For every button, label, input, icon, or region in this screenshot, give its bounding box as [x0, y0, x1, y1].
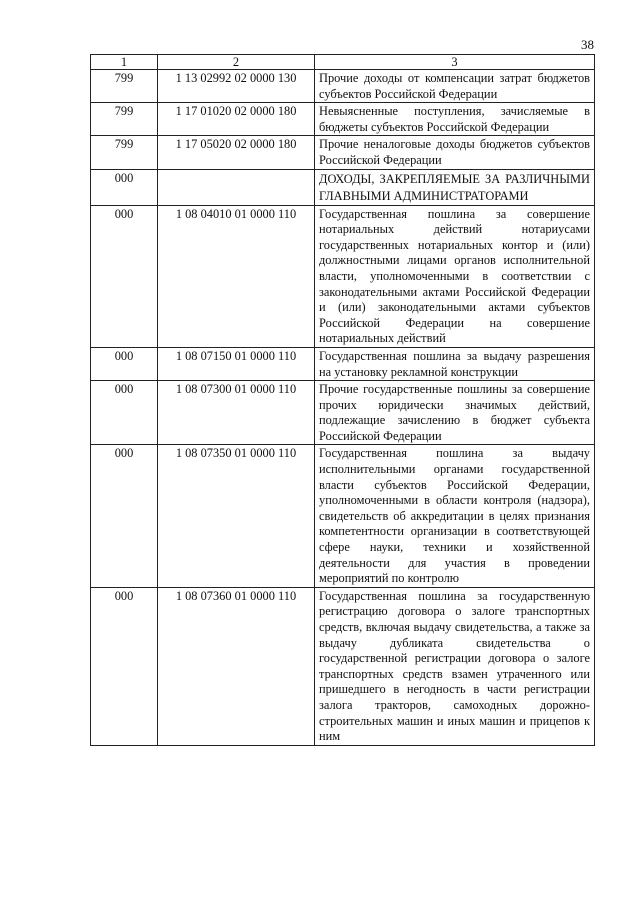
table-header: [91, 55, 595, 70]
header-row: [91, 55, 595, 70]
section-heading-row: [91, 169, 595, 205]
administrator-code: 000: [91, 381, 158, 445]
budget-classification-code: 1 13 02992 02 0000 130: [158, 70, 315, 103]
administrator-code: 000: [91, 205, 158, 347]
table-row: [91, 205, 595, 347]
column-header-1: 1: [91, 55, 158, 70]
administrator-code: 799: [91, 103, 158, 136]
administrator-code: 000: [91, 169, 158, 205]
revenue-name: Прочие доходы от компенсации затрат бюджетов субъектов Российской Федерации: [315, 70, 595, 103]
budget-classification-code: 1 08 07300 01 0000 110: [158, 381, 315, 445]
administrator-code: 000: [91, 445, 158, 587]
revenue-name: Государственная пошлина за совершение нотариальных действий нотариусами государственных нотариальных контор и (или) должностными лицами органов исполнительной власти, уполномоченными в соответствии с законодательными актами Российской Федерации и (или) законодательными актами субъектов Российской Федерации на совершение нотариальных действий: [315, 205, 595, 347]
table-row: [91, 70, 595, 103]
revenue-name: Прочие государственные пошлины за совершение прочих юридически значимых действий, подлежащие зачислению в бюджет субъекта Российской Федерации: [315, 381, 595, 445]
revenue-codes-table: [90, 54, 595, 746]
table-row: [91, 587, 595, 745]
administrator-code: 799: [91, 136, 158, 169]
budget-classification-code: 1 17 01020 02 0000 180: [158, 103, 315, 136]
revenue-name: Прочие неналоговые доходы бюджетов субъектов Российской Федерации: [315, 136, 595, 169]
revenue-name: Невыясненные поступления, зачисляемые в бюджеты субъектов Российской Федерации: [315, 103, 595, 136]
administrator-code: 000: [91, 587, 158, 745]
budget-classification-code: 1 08 07150 01 0000 110: [158, 347, 315, 380]
page-number: 38: [581, 37, 594, 52]
table-row: [91, 381, 595, 445]
budget-classification-code: 1 08 04010 01 0000 110: [158, 205, 315, 347]
administrator-code: 799: [91, 70, 158, 103]
table-row: [91, 347, 595, 380]
table-body: [91, 70, 595, 746]
column-header-2: 2: [158, 55, 315, 70]
section-heading: ДОХОДЫ, ЗАКРЕПЛЯЕМЫЕ ЗА РАЗЛИЧНЫМИ ГЛАВНЫМИ АДМИНИСТРАТОРАМИ: [315, 169, 595, 205]
budget-classification-code: 1 17 05020 02 0000 180: [158, 136, 315, 169]
table-row: [91, 103, 595, 136]
revenue-name: Государственная пошлина за выдачу исполнительными органами государственной власти субъектов Российской Федерации, уполномоченными в области контроля (надзора), свидетельств об аккредитации в целях признания компетентности организации в соответствующей сфере науки, техники и хозяйственной деятельности для участия в проведении мероприятий по контролю: [315, 445, 595, 587]
revenue-name: Государственная пошлина за государственную регистрацию договора о залоге транспортных средств, включая выдачу свидетельства, а также за выдачу дубликата свидетельства о государственной регистрации договора о залоге транспортных средств взамен утраченного или пришедшего в негодность в части регистрации залога тракторов, самоходных дорожно-строительных машин и иных машин и прицепов к ним: [315, 587, 595, 745]
budget-classification-code: 1 08 07350 01 0000 110: [158, 445, 315, 587]
table-row: [91, 445, 595, 587]
administrator-code: 000: [91, 347, 158, 380]
revenue-name: Государственная пошлина за выдачу разрешения на установку рекламной конструкции: [315, 347, 595, 380]
budget-classification-code: 1 08 07360 01 0000 110: [158, 587, 315, 745]
column-header-3: 3: [315, 55, 595, 70]
table-row: [91, 136, 595, 169]
budget-classification-code: [158, 169, 315, 205]
